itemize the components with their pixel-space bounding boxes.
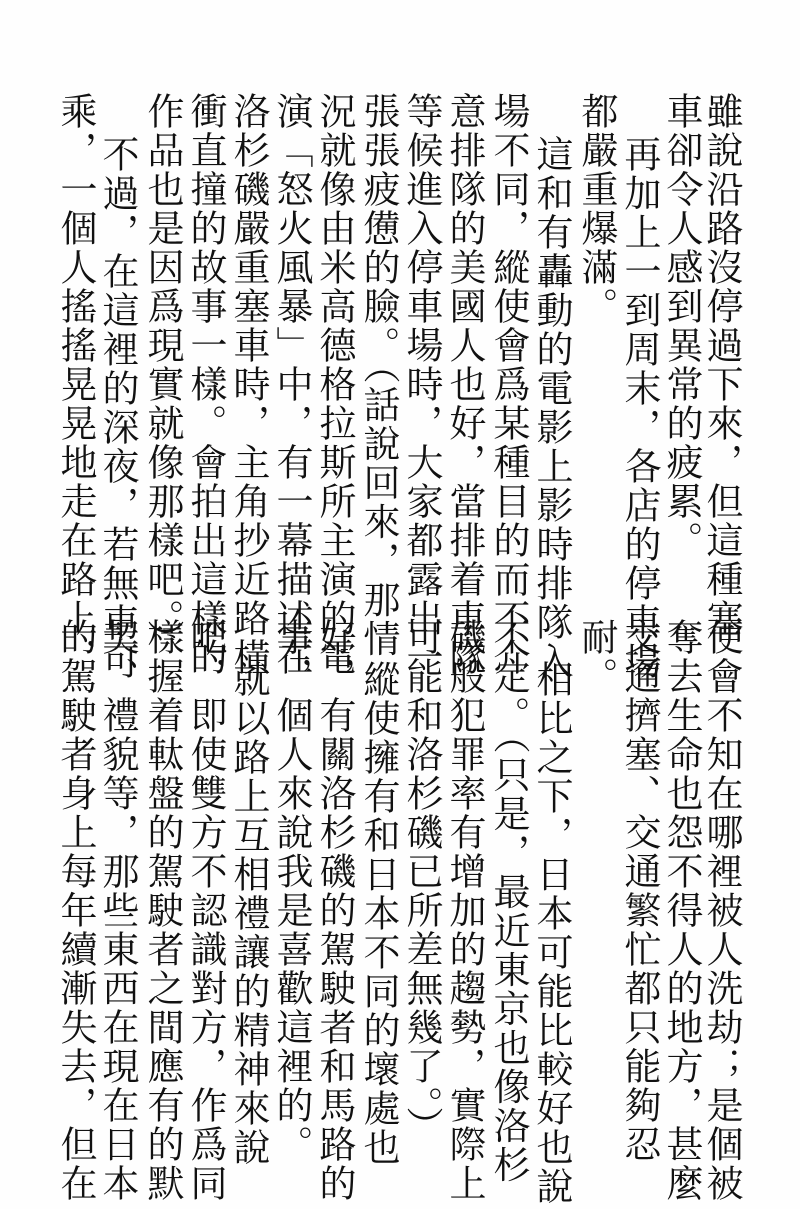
lower-text-column-11: 事，個人來說我是喜歡這裡的。	[270, 618, 313, 1164]
lower-text-column-4: 耐。	[575, 618, 618, 696]
lower-text-column-8: 可能和洛杉磯已所差無幾了。）	[400, 618, 443, 1146]
upper-text-column-10: 況就像由米高德格拉斯所主演的電	[313, 92, 356, 677]
lower-text-column-13: 吧，即使雙方不認識對方，作爲同	[184, 618, 227, 1203]
upper-text-column-6: 場不同，縱使會爲某種目的而不介	[487, 92, 530, 677]
upper-text-column-11: 演「怒火風暴」中，有一幕描述在	[270, 92, 313, 677]
lower-text-column-3: 交通擠塞、交通繁忙都只能夠忍	[618, 618, 661, 1164]
upper-text-column-2: 車卻令人感到異常的疲累。	[660, 92, 703, 560]
upper-text-column-3: 再加上一到周末，各店的停車場	[618, 135, 661, 681]
lower-text-column-6: 不定。（只是，最近東京也像洛杉	[487, 618, 530, 1185]
lower-text-column-1: 便會不知在哪裡被人洗劫；是個被	[700, 618, 743, 1203]
upper-text-column-4: 都嚴重爆滿。	[575, 92, 618, 326]
lower-text-column-12: 就以路上互相禮讓的精神來說	[227, 660, 270, 1167]
lower-text-column-14: 樣握着軚盤的駕駛者之間應有的默	[141, 618, 184, 1203]
lower-text-column-2: 奪去生命也怨不得人的地方，甚麼	[660, 618, 703, 1203]
lower-text-column-16: 的駕駛者身上每年續漸失去，但在	[54, 618, 97, 1203]
upper-text-column-14: 作品也是因爲現實就像那樣吧。）	[141, 92, 184, 659]
lower-text-column-10: 好，有關洛杉磯的駕駛者和馬路的	[313, 618, 356, 1203]
lower-text-column-9: 縱使擁有和日本不同的壞處也	[357, 660, 400, 1167]
lower-text-column-15: 契、禮貌等，那些東西在現在日本	[96, 618, 139, 1203]
upper-text-column-5: 這和有轟動的電影上影時排隊入	[530, 135, 573, 681]
upper-text-column-15: 不過，在這裡的深夜，若無車可	[96, 135, 139, 681]
upper-text-column-12: 洛杉磯嚴重塞車時，主角抄近路橫	[227, 92, 270, 677]
upper-text-column-16: 乘，一個人搖搖晃晃地走在路上，	[54, 92, 97, 677]
upper-text-column-13: 衝直撞的故事一樣。會拍出這樣的	[184, 92, 227, 677]
upper-text-column-8: 等候進入停車場時，大家都露出一	[400, 92, 443, 677]
upper-text-column-7: 意排隊的美國人也好，當排着車隊	[443, 92, 486, 677]
lower-text-column-7: 磯般犯罪率有增加的趨勢，實際上	[443, 618, 486, 1203]
lower-text-column-5: 相比之下，日本可能比較好也說	[530, 660, 573, 1206]
upper-text-column-9: 張張疲憊的臉。（話說回來，那情	[357, 92, 400, 659]
upper-text-column-1: 雖說沿路沒停過下來，但這種塞	[700, 92, 743, 638]
